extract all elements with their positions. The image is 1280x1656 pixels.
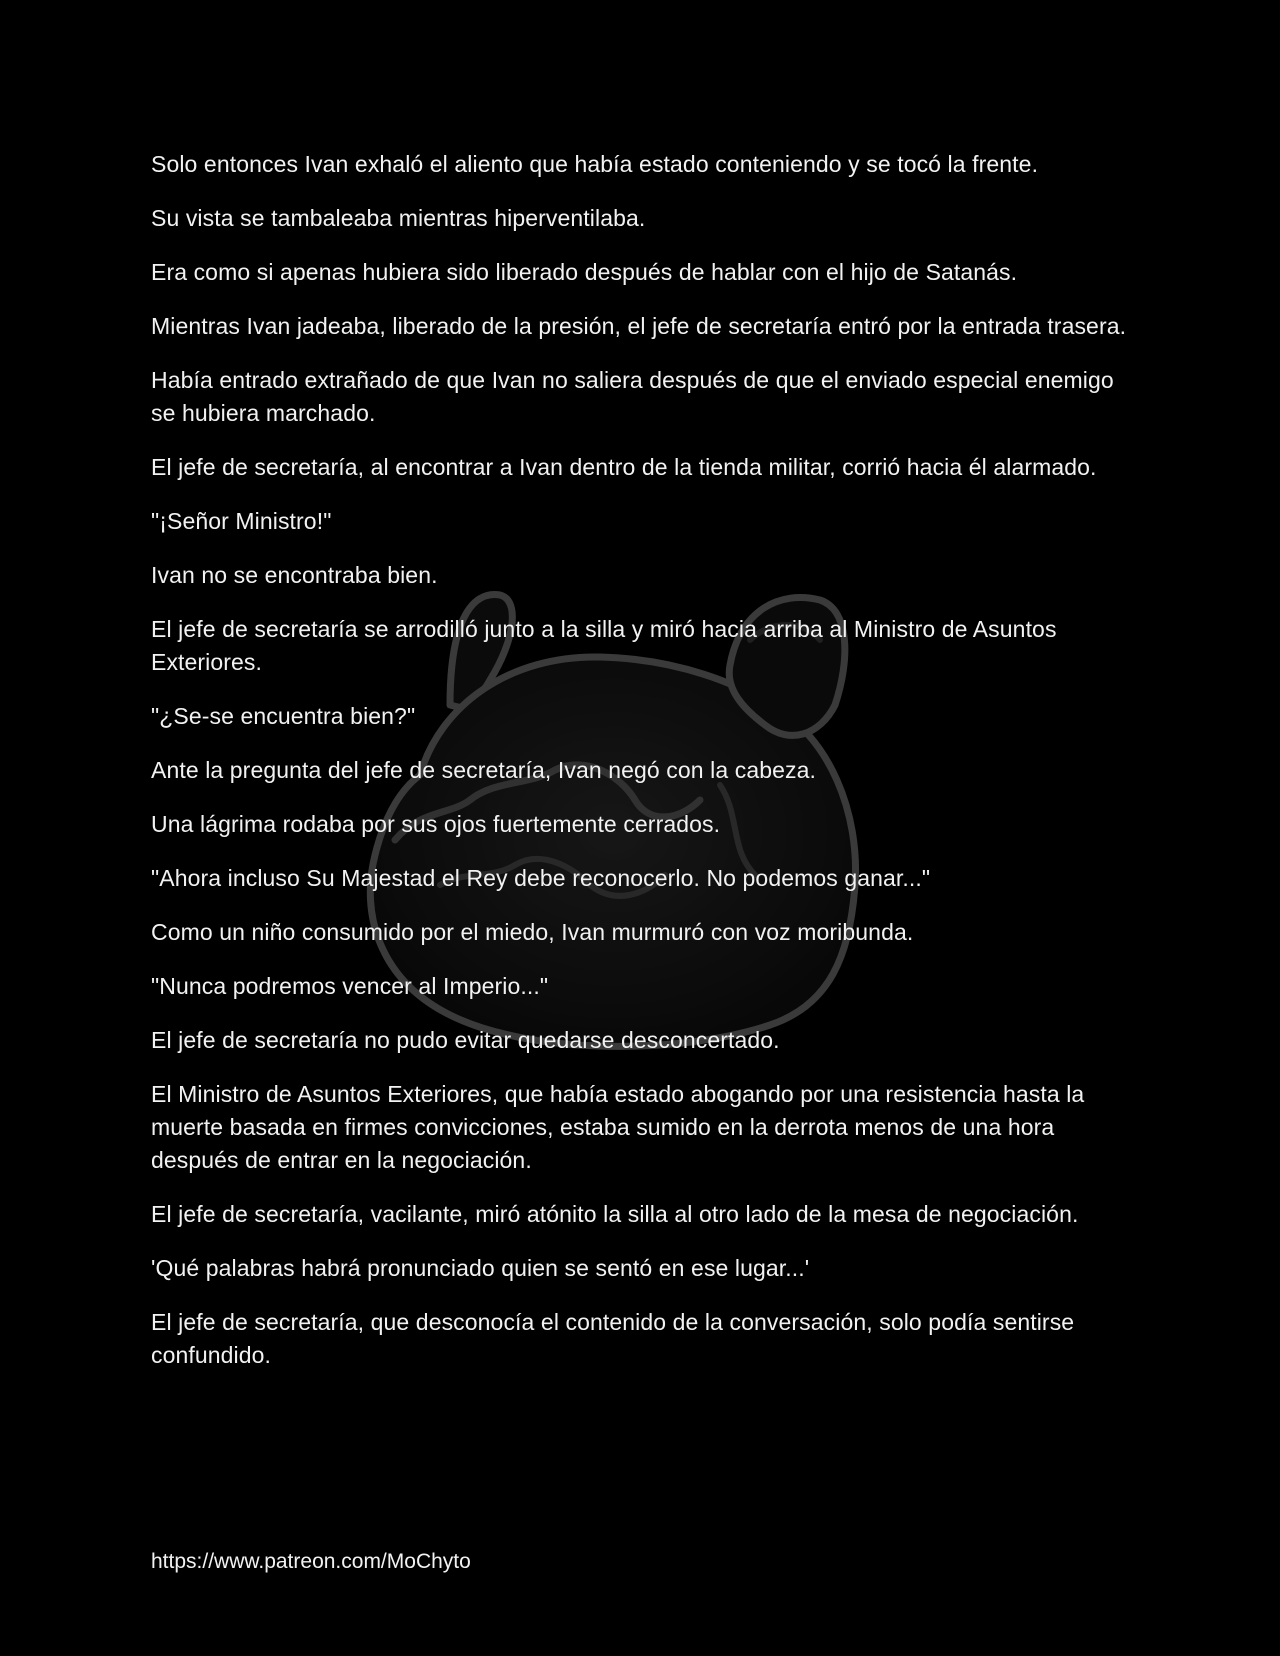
paragraph: "¿Se-se encuentra bien?": [151, 703, 416, 729]
paragraph: Como un niño consumido por el miedo, Ivan murmuró con voz moribunda.: [151, 919, 914, 945]
paragraph: Ivan no se encontraba bien.: [151, 562, 438, 588]
paragraph: El Ministro de Asuntos Exteriores, que había estado abogando por una resistencia hasta la muerte basada en firmes convicciones, estaba sumido en la derrota menos de una hora después de entrar en la negociación.: [151, 1081, 1085, 1173]
paragraph: Solo entonces Ivan exhaló el aliento que había estado conteniendo y se tocó la frente.: [151, 151, 1039, 177]
story-text: [151, 148, 1131, 1393]
paragraph: "¡Señor Ministro!": [151, 508, 332, 534]
paragraph: "Nunca podremos vencer al Imperio...": [151, 973, 549, 999]
paragraph: Era como si apenas hubiera sido liberado después de hablar con el hijo de Satanás.: [151, 259, 1018, 285]
paragraph: El jefe de secretaría, vacilante, miró atónito la silla al otro lado de la mesa de negociación.: [151, 1201, 1079, 1227]
paragraph: El jefe de secretaría se arrodilló junto a la silla y miró hacia arriba al Ministro de Asuntos Exteriores.: [151, 616, 1057, 675]
paragraph: Mientras Ivan jadeaba, liberado de la presión, el jefe de secretaría entró por la entrada trasera.: [151, 313, 1127, 339]
paragraph: 'Qué palabras habrá pronunciado quien se sentó en ese lugar...': [151, 1255, 810, 1281]
paragraph: Ante la pregunta del jefe de secretaría, Ivan negó con la cabeza.: [151, 757, 816, 783]
paragraph: Su vista se tambaleaba mientras hiperventilaba.: [151, 205, 646, 231]
paragraph: El jefe de secretaría no pudo evitar quedarse desconcertado.: [151, 1027, 780, 1053]
paragraph: "Ahora incluso Su Majestad el Rey debe reconocerlo. No podemos ganar...": [151, 865, 931, 891]
paragraph: El jefe de secretaría, al encontrar a Ivan dentro de la tienda militar, corrió hacia él alarmado.: [151, 454, 1097, 480]
patreon-link[interactable]: https://www.patreon.com/MoChyto: [151, 1550, 471, 1573]
paragraph: Había entrado extrañado de que Ivan no saliera después de que el enviado especial enemigo se hubiera marchado.: [151, 367, 1114, 426]
paragraph: Una lágrima rodaba por sus ojos fuertemente cerrados.: [151, 811, 721, 837]
paragraph: El jefe de secretaría, que desconocía el contenido de la conversación, solo podía sentirse confundido.: [151, 1309, 1075, 1368]
